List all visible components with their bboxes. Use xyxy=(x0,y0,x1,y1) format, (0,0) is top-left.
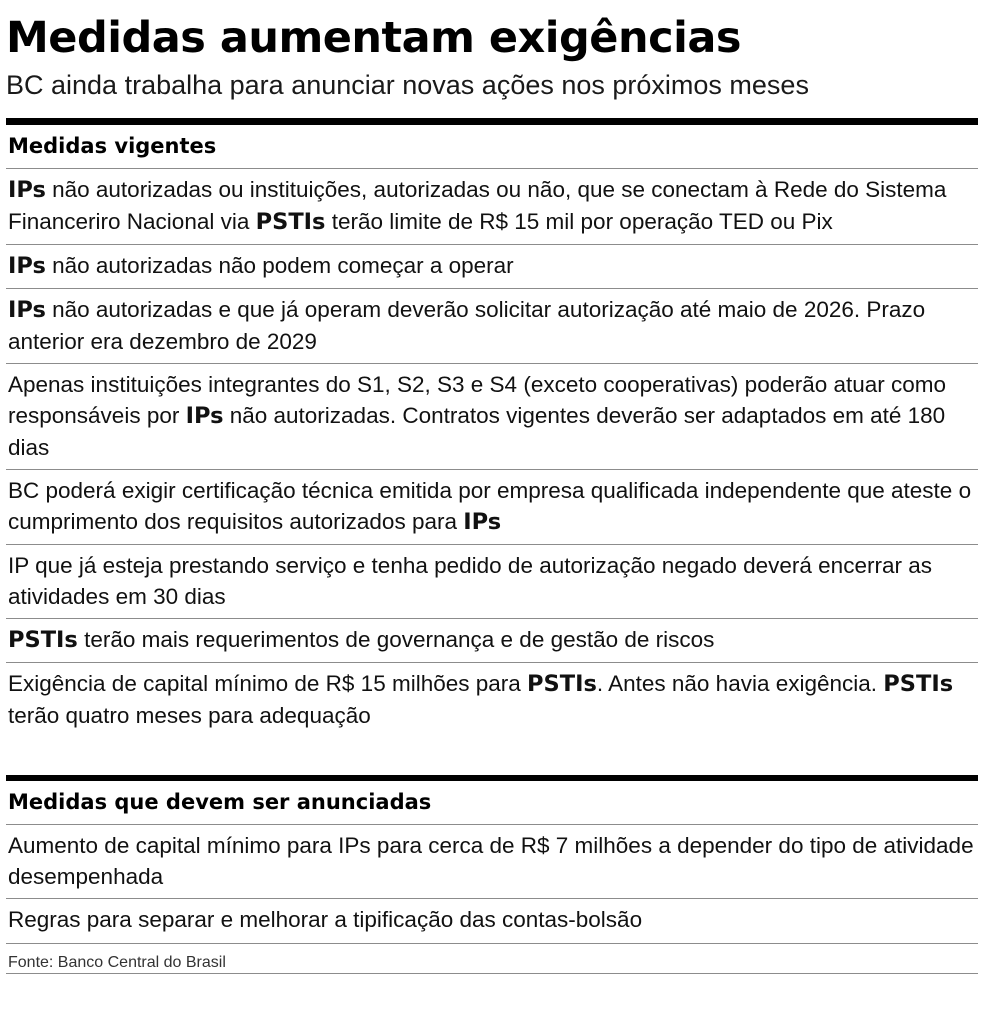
page-subtitle: BC ainda trabalha para anunciar novas ações nos próximos meses xyxy=(6,70,809,100)
measures-list-current xyxy=(6,168,978,737)
list-item: Apenas instituições integrantes do S1, S2, S3 e S4 (exceto cooperativas) poderão atuar como responsáveis por IPs não autorizadas. Contratos vigentes deverão ser adaptados em até 180 dias xyxy=(6,363,978,469)
list-item: Aumento de capital mínimo para IPs para cerca de R$ 7 milhões a depender do tipo de atividade desempenhada xyxy=(6,824,978,898)
list-item: IP que já esteja prestando serviço e tenha pedido de autorização negado deverá encerrar as atividades em 30 dias xyxy=(6,544,978,618)
list-item: IPs não autorizadas ou instituições, autorizadas ou não, que se conectam à Rede do Sistema Financeriro Nacional via PSTIs terão limite de R$ 15 mil por operação TED ou Pix xyxy=(6,168,978,244)
section-title-upcoming: Medidas que devem ser anunciadas xyxy=(8,790,432,814)
measures-list-upcoming xyxy=(6,824,978,941)
bottom-divider xyxy=(6,973,978,974)
list-item: IPs não autorizadas não podem começar a operar xyxy=(6,244,978,288)
list-item: BC poderá exigir certificação técnica emitida por empresa qualificada independente que ateste o cumprimento dos requisitos autorizados para IPs xyxy=(6,469,978,544)
page-title: Medidas aumentam exigências xyxy=(6,13,741,63)
list-item: Regras para separar e melhorar a tipificação das contas-bolsão xyxy=(6,898,978,941)
section-gap xyxy=(6,737,978,771)
list-item: PSTIs terão mais requerimentos de governança e de gestão de riscos xyxy=(6,618,978,662)
header-divider xyxy=(6,118,978,125)
list-item: IPs não autorizadas e que já operam deverão solicitar autorização até maio de 2026. Prazo anterior era dezembro de 2029 xyxy=(6,288,978,363)
list-item: Exigência de capital mínimo de R$ 15 milhões para PSTIs. Antes não havia exigência. PSTIs terão quatro meses para adequação xyxy=(6,662,978,737)
source-note: Fonte: Banco Central do Brasil xyxy=(6,943,978,973)
section-title-current: Medidas vigentes xyxy=(8,134,217,158)
